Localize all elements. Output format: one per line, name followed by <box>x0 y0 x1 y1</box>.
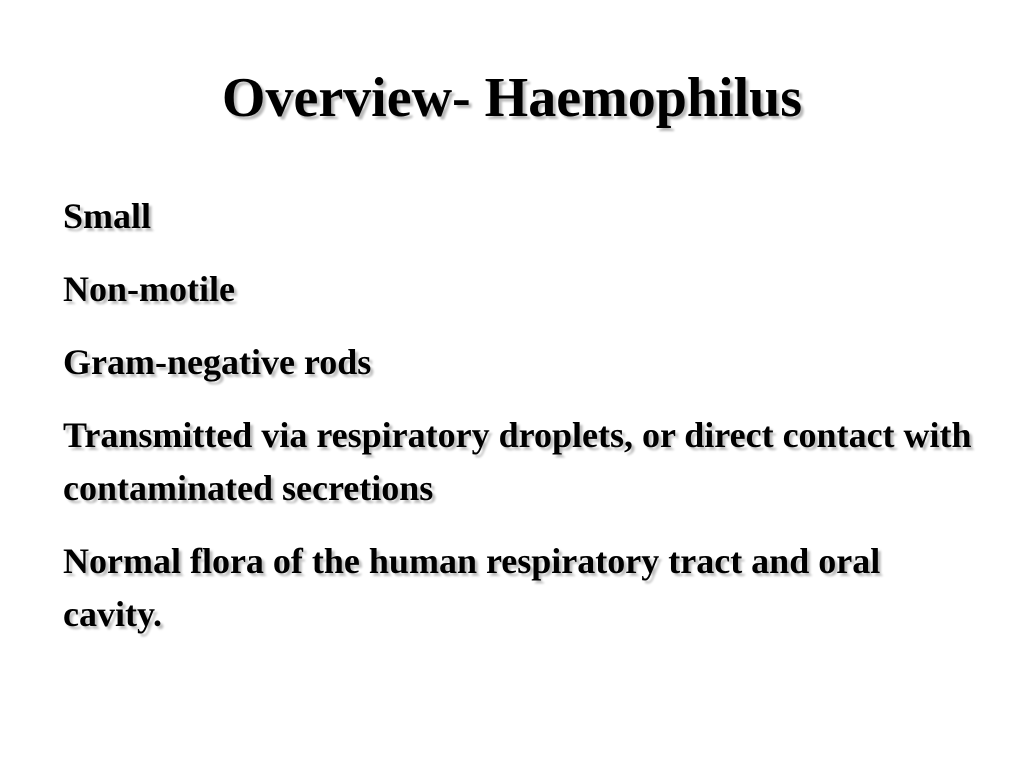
bullet-item-gram-negative: Gram-negative rods <box>63 342 372 382</box>
bullet-list <box>63 190 983 661</box>
bullet-item-small: Small <box>63 196 152 236</box>
bullet-item-transmission: Transmitted via respiratory droplets, or direct contact with contaminated secretions <box>63 415 972 508</box>
bullet-item-normal-flora: Normal flora of the human respiratory tract and oral cavity. <box>63 541 881 634</box>
slide-title: Overview- Haemophilus <box>221 67 803 129</box>
bullet-item-non-motile: Non-motile <box>63 269 235 309</box>
